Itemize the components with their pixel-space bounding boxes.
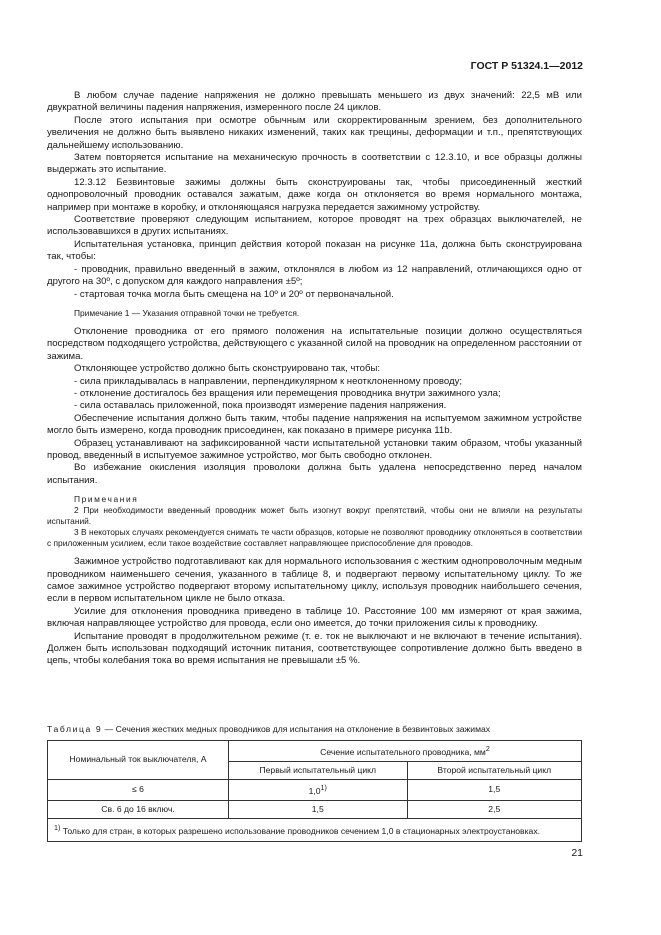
- paragraph: Усилие для отклонения проводника приведено в таблице 10. Расстояние 100 мм измеряют от края зажима, включая направляющее устройство для провода, если оно имеется, до точки приложения силы к проводнику.: [47, 605, 582, 630]
- column-header-first-cycle: Первый испытательный цикл: [229, 761, 408, 779]
- standard-number: ГОСТ Р 51324.1—2012: [470, 60, 583, 72]
- table-row: [48, 800, 582, 818]
- list-item: - отклонение достигалось без вращения или перемещения проводника внутри зажимного узла;: [74, 387, 501, 399]
- footnote-text: Только для стран, в которых разрешено использование проводников сечением 1,0 в стационарных электроустановках.: [60, 825, 541, 836]
- group-header-sup: 2: [485, 745, 490, 753]
- paragraph: Зажимное устройство подготавливают как для нормального использования с жестким однопроволочным медным проводником наименьшего сечения, указанного в таблице 8, и подвергают первому испытательному циклу. То же самое зажимное устройство подвергают второму испытательному циклу, используя проводник наибольшего сечения, если в первом испытательном цикле не было отказа.: [47, 556, 582, 605]
- document-body: [47, 90, 582, 668]
- notes-heading: Примечания: [74, 494, 139, 505]
- table-header-row: [48, 741, 582, 762]
- cell-current: Св. 6 до 16 включ.: [48, 800, 229, 818]
- paragraph: После этого испытания при осмотре обычным или скорректированным зрением, без дополнительного увеличения не должно быть выявлено никаких изменений, таких как трещины, деформации и т.п., препятствующих дальнейшему использованию.: [47, 114, 582, 151]
- paragraph: Во избежание окисления изоляция проволоки должна быть удалена непосредственно перед началом испытания.: [47, 462, 582, 486]
- page-number: 21: [571, 847, 583, 859]
- cell-first-cycle: [229, 779, 408, 800]
- paragraph: В любом случае падение напряжения не должно превышать меньшего из двух значений: 22,5 мВ или двукратной величины падения напряжения, измеренного после 24 циклов.: [47, 90, 582, 114]
- paragraph: Затем повторяется испытание на механическую прочность в соответствии с 12.3.10, и все образцы должны выдержать это испытание.: [47, 152, 582, 176]
- table-caption-text: — Сечения жестких медных проводников для испытания на отклонение в безвинтовых зажимах: [102, 724, 491, 734]
- cell-second-cycle: 2,5: [407, 800, 581, 818]
- list-item: - стартовая точка могла быть смещена на 10º и 20º от первоначальной.: [74, 288, 394, 300]
- note-1: Примечание 1 — Указания отправной точки не требуется.: [74, 307, 300, 318]
- paragraph: 12.3.12 Безвинтовые зажимы должны быть сконструированы так, чтобы присоединенный жесткий однопроволочный проводник оставался зажатым, даже когда он отклоняется во время нормального монтажа, например при монтаже в коробку, и отклоняющаяся нагрузка передается зажимному устройству.: [47, 176, 582, 213]
- group-header-text: Сечение испытательного проводника, мм: [320, 746, 486, 757]
- list-item: - сила оставалась приложенной, пока производят измерение падения напряжения.: [74, 400, 447, 412]
- cell-value: 1,0: [308, 785, 321, 796]
- paragraph: Отклоняющее устройство должно быть сконструировано так, чтобы:: [74, 363, 381, 375]
- table-row: [48, 779, 582, 800]
- list-item: - сила прикладывалась в направлении, перпендикулярном к неотклоненному проводу;: [74, 375, 463, 387]
- cell-first-cycle: 1,5: [229, 800, 408, 818]
- table-caption: [47, 724, 582, 734]
- paragraph: Испытательная установка, принцип действия которой показан на рисунке 11а, должна быть сконструирована так, чтобы:: [47, 238, 582, 263]
- list-item: - проводник, правильно введенный в зажим, отклонялся в любом из 12 направлений, отличающихся одно от другого на 30º, с допуском для каждого направления ±5º;: [47, 263, 582, 288]
- cell-second-cycle: 1,5: [407, 779, 581, 800]
- column-header-second-cycle: Второй испытательный цикл: [407, 761, 581, 779]
- paragraph: Соответствие проверяют следующим испытанием, которое проводят на трех образцах выключателей, не использовавшихся в других испытаниях.: [47, 214, 582, 238]
- table-footnote-row: [48, 818, 582, 841]
- table-caption-label: Таблица 9: [47, 724, 103, 734]
- paragraph: Испытание проводят в продолжительном режиме (т. е. ток не выключают и не включают в течение испытания). Должен быть использован подходящий источник питания, соответствующее сопротивление должно быть введено в цепь, чтобы колебания тока во время испытания не превышали ±5 %.: [47, 630, 582, 667]
- table-footnote: [48, 818, 582, 841]
- conductor-table: [47, 740, 582, 842]
- cell-current: ≤ 6: [48, 779, 229, 800]
- paragraph: Отклонение проводника от его прямого положения на испытательные позиции должно осуществляться посредством подходящего устройства, действующего с указанной силой на проводник на определенном расстоянии от зажима.: [47, 325, 582, 362]
- footnote-mark: 1): [54, 823, 61, 832]
- footnote-ref: 1): [320, 783, 327, 792]
- note-3: 3 В некоторых случаях рекомендуется снимать те части образцов, которые не позволяют проводнику отклоняться в соответствии с приложенным усилием, если такое воздействие составляет направляющее приспособление для проводов.: [47, 527, 582, 549]
- paragraph: Образец устанавливают на зафиксированной части испытательной установки таким образом, чтобы указанный провод, введенный в испытуемое зажимное устройство, мог быть свободно отклонен.: [47, 437, 582, 461]
- note-2: 2 При необходимости введенный проводник может быть изогнут вокруг препятствий, чтобы они не влияли на результаты испытаний.: [47, 505, 582, 527]
- column-header-current: Номинальный ток выключателя, А: [48, 741, 229, 780]
- column-group-header: [229, 741, 582, 762]
- paragraph: Обеспечение испытания должно быть таким, чтобы падение напряжения на испытуемом зажимном устройстве могло быть измерено, когда проводник присоединен, как показано в примере рисунка 11b.: [47, 412, 582, 437]
